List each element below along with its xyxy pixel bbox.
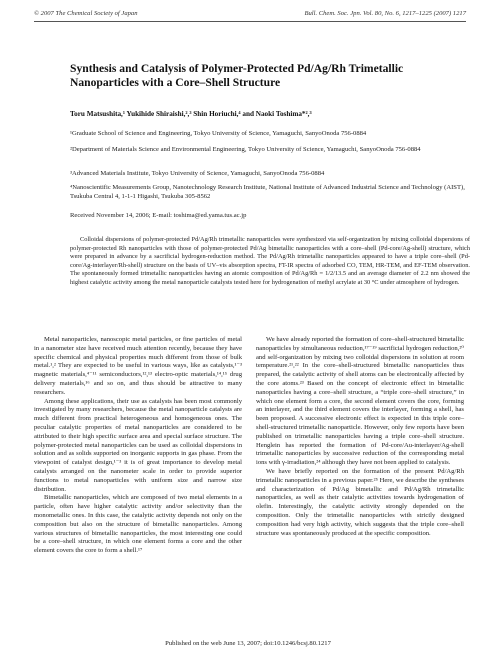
paragraph: We have briefly reported on the formation of the present Pd/Ag/Rh trimetallic nanoparticles in a previous paper.²⁵ Here, we describe the syntheses and characterization of Pd/Ag bimetallic and Pd/Ag/Rh trimetallic nanoparticles, as well as their catalytic activities towards hydrogenation of olefin. Interestingly, the catalytic activity strongly depended on the composition. Only the trimetallic nanoparticles with strictly designed composition had very high activity, which suggests that the triple core–shell structure was spontaneously produced at the specific composition. — [256, 467, 464, 537]
received-line: Received November 14, 2006; E-mail: toshima@ed.yama.tus.ac.jp — [70, 212, 247, 219]
author-list: Toru Matsushita,¹ Yukihide Shiraishi,²,³ Shin Horiuchi,⁴ and Naoki Toshima*²,³ — [70, 110, 312, 118]
paragraph: Among these applications, their use as catalysts has been most commonly investigated by many researchers, because the metal nanoparticle catalysts are much different from practical heterogeneous and homogeneous ones. The peculiar catalytic properties of metal nanoparticles are considered to be attributed to their high specific surface area and special surface structure. The polymer-protected metal nanoparticles can be used as colloidal dispersions in solution and as solids supported on inorganic supports in gas phase. From the viewpoint of catalyst design,¹⁻³ it is of great importance to develop metal catalysts arranged on the nanometer scale in order to provide superior functions to metal nanoparticles with uniform size and narrow size distribution. — [34, 397, 242, 493]
journal-citation: Bull. Chem. Soc. Jpn. Vol. 80, No. 6, 1217–1225 (2007) 1217 — [304, 10, 466, 17]
affiliation-4: ⁴Nanoscientific Measurements Group, Nanotechnology Research Institute, National Institute of Advanced Industrial Science and Technology (AIST), Tsukuba Central 4, 1-1-1 Higashi, Tsukuba 305-8562 — [70, 184, 465, 200]
paragraph: We have already reported the formation of core–shell-structured bimetallic nanoparticles by simultaneous reduction,¹⁷⁻¹⁹ sacrificial hydrogen reduction,²⁰ and self-organization by mixing two colloidal dispersions in solution at room temperature.²¹,²² In the core–shell-structured bimetallic nanoparticles thus prepared, the catalytic activity of shell atoms can be electronically affected by the core atoms.²³ Based on the concept of electronic effect in bimetallic nanoparticles having a core–shell structure, a “triple core–shell structure,” in which one element form a core, the second element covers the core, forming an interlayer, and the third element covers the interlayer, forming a shell, has been proposed. A successive electronic effect is expected in this triple core–shell-structured trimetallic nanoparticle. However, only few reports have been published on trimetallic nanoparticles having a triple core–shell structure. Henglein has reported the formation of Pd-core/Au-interlayer/Ag-shell trimetallic nanoparticles by successive reduction of the corresponding metal ions with γ-irradiation,²⁴ although they have not been applied to catalysis. — [256, 336, 464, 467]
paragraph: Metal nanoparticles, nanoscopic metal particles, or fine particles of metal in a nanometer size have received much attention recently, because they have specific chemical and physical properties much different from those of bulk metal.¹,² They are expected to be useful in various ways, like as catalysts,¹⁻³ magnetic materials,⁴⁻¹¹ semiconductors,¹²,¹³ electro-optic materials,¹⁴,¹⁵ drug delivery materials,¹⁶ and so on, and thus should be attractive to many researchers. — [34, 336, 242, 396]
header-rule — [34, 21, 466, 22]
article-title: Synthesis and Catalysis of Polymer-Protected Pd/Ag/Rh Trimetallic Nanoparticles with a Core–Shell Structure — [70, 62, 404, 89]
body-column-left — [34, 336, 242, 556]
affiliation-1: ¹Graduate School of Science and Engineering, Tokyo University of Science, Yamaguchi, SanyoOnoda 756-0884 — [70, 130, 367, 137]
paragraph: Bimetallic nanoparticles, which are composed of two metal elements in a particle, often have higher catalytic activity and/or selectivity than the monometallic ones. In this case, the catalytic activity depends not only on the composition but also on the structure of bimetallic nanoparticles. Among various structures of bimetallic nanoparticles, the most interesting one could be a core–shell structure, in which one element forms a core and the other element covers the core to form a shell.¹⁷ — [34, 494, 242, 555]
body-column-right — [256, 336, 464, 538]
publication-footer: Published on the web June 13, 2007; doi:10.1246/bcsj.80.1217 — [165, 640, 331, 647]
journal-copyright: © 2007 The Chemical Society of Japan — [34, 10, 138, 17]
affiliation-3: ³Advanced Materials Institute, Tokyo University of Science, Yamaguchi, SanyoOnoda 756-0884 — [70, 170, 325, 177]
abstract: Colloidal dispersions of polymer-protected Pd/Ag/Rh trimetallic nanoparticles were synthesized via self-organization by mixing colloidal dispersions of polymer-protected Rh nanoparticles with those of polymer-protected Pd/Ag bimetallic nanoparticles with a core–shell (Pd-core/Ag-shell) structure, which were prepared in advance by a sacrificial hydrogen-reduction method. The Pd/Ag/Rh trimetallic nanoparticles appeared to have a triple core–shell (Pd-core/Ag-interlayer/Rh-shell) structure on the basis of UV–vis absorption spectra, FT-IR spectra of adsorbed CO, TEM, HR-TEM, and EF-TEM observation. The spontaneously formed trimetallic nanoparticles having an atomic composition of Pd/Ag/Rh = 1/2/13.5 and an average diameter of 2.2 nm showed the highest catalytic activity among the metal nanoparticle catalysts tested here for hydrogenation of methyl acrylate at 30 °C under atmosphere of hydrogen. — [70, 236, 470, 286]
affiliation-2: ²Department of Materials Science and Environmental Engineering, Tokyo University of Science, Yamaguchi, SanyoOnoda 756-0884 — [70, 146, 421, 153]
